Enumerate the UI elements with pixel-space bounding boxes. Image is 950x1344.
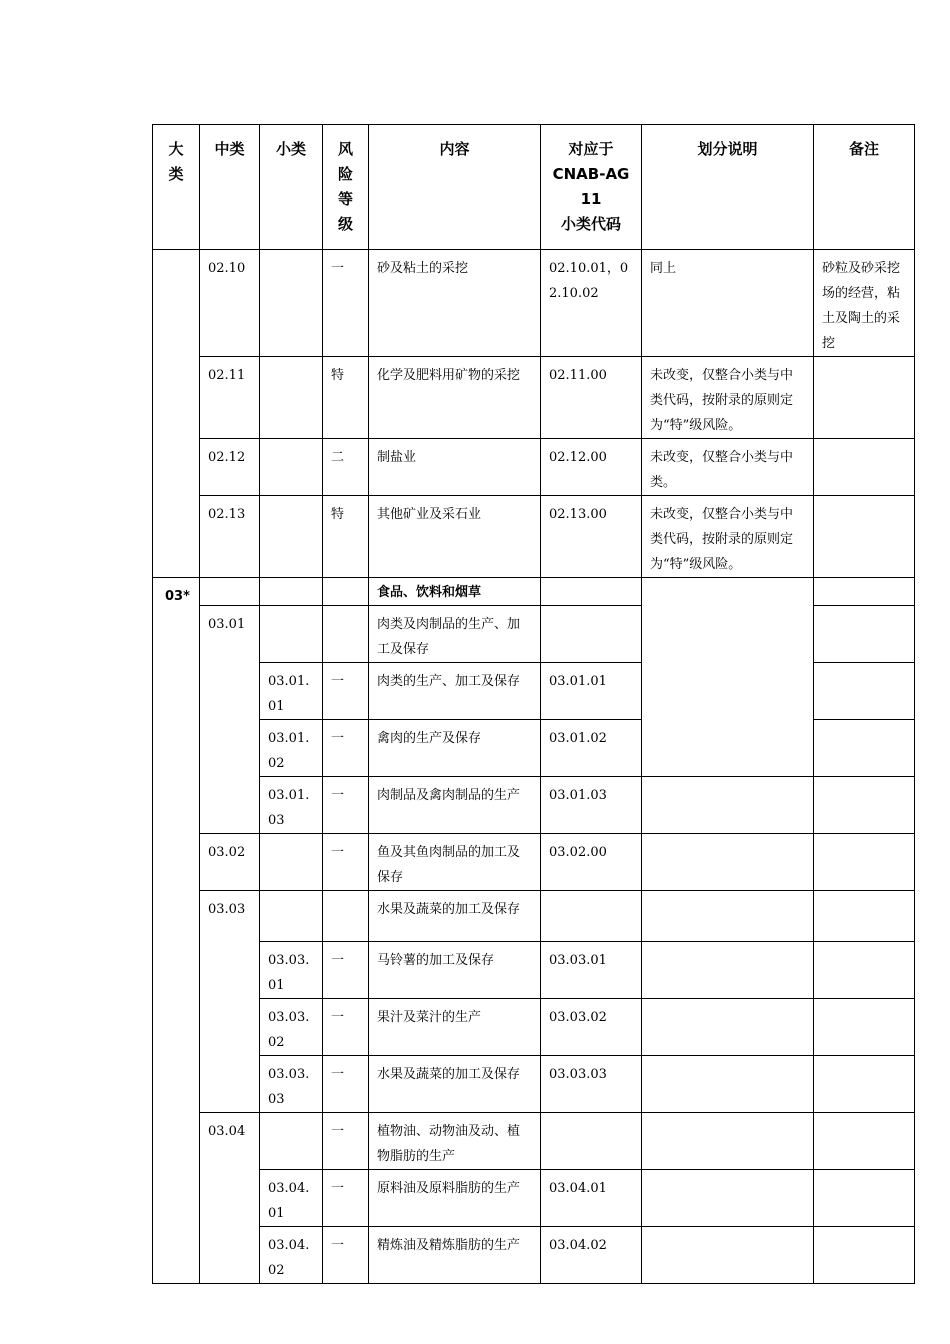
content-cell: 精炼油及精炼脂肪的生产 xyxy=(369,1227,541,1284)
xiaolei-cell: 03.03.01 xyxy=(260,942,323,999)
risk-cell xyxy=(323,578,369,606)
xiaolei-cell xyxy=(260,496,323,578)
header-row xyxy=(153,125,915,250)
industry-classification-table xyxy=(152,124,915,1284)
note-cell xyxy=(814,720,915,777)
table-row xyxy=(153,834,915,891)
content-cell: 肉类及肉制品的生产、加工及保存 xyxy=(369,606,541,663)
note-cell xyxy=(814,942,915,999)
table-row xyxy=(153,250,915,357)
note-cell xyxy=(814,891,915,942)
content-cell: 果汁及菜汁的生产 xyxy=(369,999,541,1056)
risk-cell: 一 xyxy=(323,1056,369,1113)
code-cell: 03.02.00 xyxy=(541,834,642,891)
risk-cell: 特 xyxy=(323,496,369,578)
code-cell: 03.03.01 xyxy=(541,942,642,999)
code-cell xyxy=(541,891,642,942)
xiaolei-cell xyxy=(260,891,323,942)
code-cell xyxy=(541,1113,642,1170)
zhonglei-cell: 02.13 xyxy=(200,496,260,578)
zhonglei-cell: 03.03 xyxy=(200,891,260,1113)
explain-cell: 未改变，仅整合小类与中类代码，按附录的原则定为“特”级风险。 xyxy=(642,357,814,439)
note-cell xyxy=(814,496,915,578)
risk-cell: 一 xyxy=(323,250,369,357)
table-row xyxy=(153,357,915,439)
code-cell: 03.04.02 xyxy=(541,1227,642,1284)
code-cell: 03.01.01 xyxy=(541,663,642,720)
header-xiaolei: 小类 xyxy=(260,125,323,250)
table-row xyxy=(153,1113,915,1170)
xiaolei-cell: 03.01.02 xyxy=(260,720,323,777)
explain-cell: 未改变，仅整合小类与中类。 xyxy=(642,439,814,496)
xiaolei-cell: 03.04.01 xyxy=(260,1170,323,1227)
table-row xyxy=(153,496,915,578)
content-cell: 肉类的生产、加工及保存 xyxy=(369,663,541,720)
content-cell: 其他矿业及采石业 xyxy=(369,496,541,578)
content-cell: 水果及蔬菜的加工及保存 xyxy=(369,1056,541,1113)
risk-cell: 一 xyxy=(323,663,369,720)
xiaolei-cell: 03.03.03 xyxy=(260,1056,323,1113)
xiaolei-cell: 03.03.02 xyxy=(260,999,323,1056)
content-cell: 水果及蔬菜的加工及保存 xyxy=(369,891,541,942)
zhonglei-cell xyxy=(200,578,260,606)
xiaolei-cell xyxy=(260,250,323,357)
code-cell: 03.01.02 xyxy=(541,720,642,777)
code-cell: 03.01.03 xyxy=(541,777,642,834)
note-cell xyxy=(814,1056,915,1113)
content-cell: 原料油及原料脂肪的生产 xyxy=(369,1170,541,1227)
content-cell: 植物油、动物油及动、植物脂肪的生产 xyxy=(369,1113,541,1170)
dalei-cell-03: 03* xyxy=(153,578,200,1284)
zhonglei-cell: 03.04 xyxy=(200,1113,260,1284)
risk-cell: 一 xyxy=(323,1113,369,1170)
code-cell: 03.03.02 xyxy=(541,999,642,1056)
note-cell xyxy=(814,999,915,1056)
explain-cell: 同上 xyxy=(642,250,814,357)
table-row xyxy=(153,1170,915,1227)
dalei-cell-02 xyxy=(153,250,200,578)
zhonglei-cell: 02.12 xyxy=(200,439,260,496)
note-cell xyxy=(814,663,915,720)
explain-cell xyxy=(642,834,814,891)
content-cell: 禽肉的生产及保存 xyxy=(369,720,541,777)
xiaolei-cell: 03.01.01 xyxy=(260,663,323,720)
content-cell: 制盐业 xyxy=(369,439,541,496)
risk-cell: 二 xyxy=(323,439,369,496)
explain-cell xyxy=(642,1227,814,1284)
header-dalei: 大 类 xyxy=(153,125,200,250)
content-cell: 砂及粘土的采挖 xyxy=(369,250,541,357)
risk-cell: 特 xyxy=(323,357,369,439)
table-row xyxy=(153,1056,915,1113)
header-content: 内容 xyxy=(369,125,541,250)
content-cell: 肉制品及禽肉制品的生产 xyxy=(369,777,541,834)
explain-cell xyxy=(642,1170,814,1227)
note-cell: 砂粒及砂采挖场的经营，粘土及陶土的采挖 xyxy=(814,250,915,357)
risk-cell: 一 xyxy=(323,777,369,834)
note-cell xyxy=(814,439,915,496)
note-cell xyxy=(814,1170,915,1227)
code-cell: 03.04.01 xyxy=(541,1170,642,1227)
risk-cell xyxy=(323,606,369,663)
explain-cell xyxy=(642,1113,814,1170)
zhonglei-cell: 02.11 xyxy=(200,357,260,439)
header-explain: 划分说明 xyxy=(642,125,814,250)
code-cell: 03.03.03 xyxy=(541,1056,642,1113)
risk-cell: 一 xyxy=(323,720,369,777)
table-row xyxy=(153,578,915,606)
table-row xyxy=(153,439,915,496)
xiaolei-cell: 03.04.02 xyxy=(260,1227,323,1284)
header-code: 对应于 CNAB-AG11 小类代码 xyxy=(541,125,642,250)
zhonglei-cell: 03.02 xyxy=(200,834,260,891)
content-cell: 化学及肥料用矿物的采挖 xyxy=(369,357,541,439)
risk-cell: 一 xyxy=(323,1227,369,1284)
note-cell xyxy=(814,1227,915,1284)
xiaolei-cell xyxy=(260,834,323,891)
explain-cell xyxy=(642,578,814,777)
note-cell xyxy=(814,777,915,834)
xiaolei-cell xyxy=(260,606,323,663)
xiaolei-cell xyxy=(260,439,323,496)
code-cell: 02.13.00 xyxy=(541,496,642,578)
header-zhonglei: 中类 xyxy=(200,125,260,250)
content-cell: 食品、饮料和烟草 xyxy=(369,578,541,606)
xiaolei-cell xyxy=(260,578,323,606)
content-cell: 马铃薯的加工及保存 xyxy=(369,942,541,999)
code-cell xyxy=(541,606,642,663)
note-cell xyxy=(814,357,915,439)
risk-cell xyxy=(323,891,369,942)
table-row xyxy=(153,942,915,999)
table-row xyxy=(153,891,915,942)
xiaolei-cell xyxy=(260,1113,323,1170)
explain-cell xyxy=(642,777,814,834)
explain-cell: 未改变，仅整合小类与中类代码，按附录的原则定为“特”级风险。 xyxy=(642,496,814,578)
table-row xyxy=(153,1227,915,1284)
note-cell xyxy=(814,834,915,891)
note-cell xyxy=(814,578,915,606)
xiaolei-cell xyxy=(260,357,323,439)
code-cell: 02.10.01，02.10.02 xyxy=(541,250,642,357)
risk-cell: 一 xyxy=(323,942,369,999)
code-cell xyxy=(541,578,642,606)
xiaolei-cell: 03.01.03 xyxy=(260,777,323,834)
header-note: 备注 xyxy=(814,125,915,250)
explain-cell xyxy=(642,891,814,942)
code-cell: 02.12.00 xyxy=(541,439,642,496)
explain-cell xyxy=(642,999,814,1056)
risk-cell: 一 xyxy=(323,999,369,1056)
explain-cell xyxy=(642,942,814,999)
header-risk-level: 风 险 等 级 xyxy=(323,125,369,250)
risk-cell: 一 xyxy=(323,1170,369,1227)
risk-cell: 一 xyxy=(323,834,369,891)
note-cell xyxy=(814,606,915,663)
zhonglei-cell: 03.01 xyxy=(200,606,260,834)
note-cell xyxy=(814,1113,915,1170)
code-cell: 02.11.00 xyxy=(541,357,642,439)
table-row xyxy=(153,777,915,834)
content-cell: 鱼及其鱼肉制品的加工及保存 xyxy=(369,834,541,891)
zhonglei-cell: 02.10 xyxy=(200,250,260,357)
explain-cell xyxy=(642,1056,814,1113)
table-row xyxy=(153,999,915,1056)
